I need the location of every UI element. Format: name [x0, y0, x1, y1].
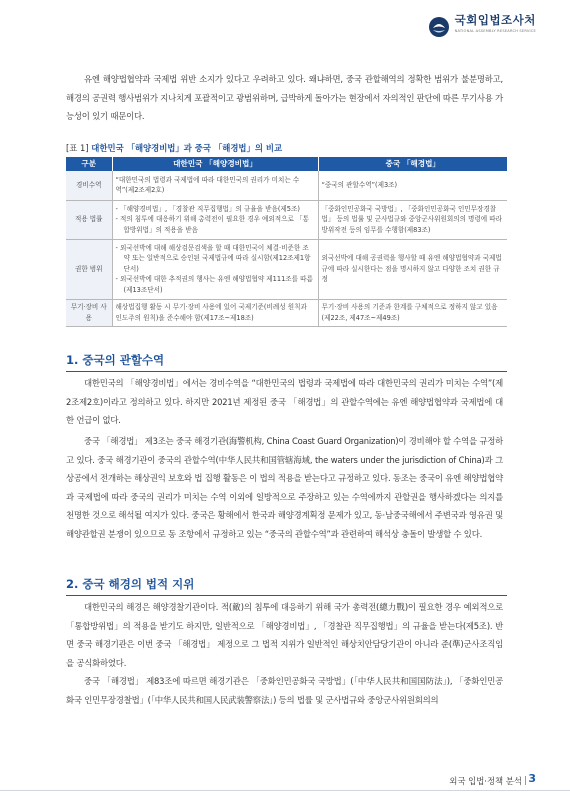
table-header-category: 구분 [66, 157, 112, 171]
comparison-table [66, 157, 507, 327]
intro-paragraph: 유엔 해양법협약과 국제법 위반 소지가 있다고 우려하고 있다. 왜냐하면, 중국 관할해역의 정확한 범위가 불분명하고, 해경의 공권력 행사범위가 지나치게 포괄적이고 광범위하며, 급박하게 돌아가는 현장에서 자의적인 판단에 따른 무기사용 가능성이 있기 때문이다. [66, 74, 503, 122]
table-row [66, 239, 507, 299]
korea-bullet: - 외국선박에 대해 해상검문검색을 할 때 대한민국이 체결·비준한 조약 또는 일반적으로 승인된 국제법규에 따라 실시함(제12조제1항단서) [115, 243, 311, 273]
table-tag: [표 1] [66, 143, 89, 153]
korea-text: 해상법집행 활동 시 무기·장비 사용에 있어 국제기준(비례성 원칙과 인도주의 원칙)을 준수해야 함(제17조~제18조) [115, 303, 307, 322]
logo-subtitle: NATIONAL ASSEMBLY RESEARCH SERVICE [454, 29, 536, 33]
section-2-paragraph-2: 중국 「해경법」 제83조에 따르면 해경기관은 「중화인민공화국 국방법」(「中华人民共和国国防法」), 「중화인민공화국 인민무장경찰법」(「中华人民共和国人民武装警察法」) 등의 법률 및 군사법규와 중앙군사위원회의의 [66, 676, 503, 705]
table-header-korea: 대한민국 「해양경비법」 [112, 157, 318, 171]
table-header-row [66, 157, 507, 171]
section-2-rule [66, 595, 507, 596]
table-row [66, 200, 507, 239]
table-row [66, 299, 507, 326]
section-1-title: 1. 중국의 관할수역 [66, 353, 165, 367]
row-label: 권한 범위 [66, 239, 112, 299]
footer-label: 외국 입법·정책 분석 [449, 776, 522, 786]
footer-rule [0, 790, 570, 791]
nars-logo-icon [428, 16, 450, 38]
korea-bullet: - 「해양경비법」, 「경찰관 직무집행법」의 규율을 받음(제5조) [115, 204, 300, 213]
header-logo [428, 14, 536, 38]
footer-separator [525, 776, 526, 785]
china-text: “중국의 관할수역”(제3조) [321, 181, 398, 190]
china-cell [318, 200, 507, 239]
row-label: 경비수역 [66, 171, 112, 200]
china-text: 무기·장비 사용의 기준과 한계를 구체적으로 정하지 않고 있음(제22조, 제47조~제49조) [321, 303, 498, 322]
china-cell [318, 171, 507, 200]
korea-cell [112, 299, 318, 326]
korea-bullet: - 적의 침투에 대응하기 위해 총력전이 필요한 경우 예외적으로 「통합방위법」의 적용을 받음 [115, 215, 309, 234]
korea-cell [112, 239, 318, 299]
section-1-rule [66, 371, 507, 372]
section-1-paragraph-1: 대한민국의 「해양경비법」에서는 경비수역을 “대한민국의 법령과 국제법에 따라 대한민국의 권리가 미치는 수역”(제2조제2호)이라고 정의하고 있다. 하지만 2021년 제정된 중국 「해경법」의 관할수역에는 유엔 해양법협약과 국제법에 대한 언급이 없다. [66, 378, 503, 426]
korea-bullet: - 외국선박에 대한 추적권의 행사는 유엔 해양법협약 제111조를 따름(제13조단서) [115, 275, 313, 294]
logo-title: 국회입법조사처 [454, 13, 536, 27]
section-1-paragraph-2: 중국 「해경법」 제3조는 중국 해경기관(海警机构, China Coast Guard Organization)이 경비해야 할 수역을 규정하고 있다. 중국 해경기관이 중국의 관할수역(中华人民共和国管辖海域, the waters under the jurisdiction of China)과 그 상공에서 전개하는 해상권익 보호와 법 집행 활동은 이 법의 적용을 받는다고 규정하고 있다. 동조는 중국이 유엔 해양법협약과 국제법에 따라 중국의 권리가 미치는 수역 이외에 일방적으로 주장하고 있는 수역에까지 관할권을 행사하겠다는 의지를 천명한 것으로 해석될 여지가 있다. 중국은 황해에서 한국과 해양경계획정 문제가 있고, 동·남중국해에서 주변국과 영유권 및 해양관할권 분쟁이 있으므로 동 조항에서 규정하고 있는 “중국의 관할수역”과 관련하여 해석상 충돌이 발생할 수 있다. [66, 436, 503, 539]
china-cell [318, 239, 507, 299]
table-title-text: 대한민국 「해양경비법」과 중국 「해경법」의 비교 [91, 143, 283, 153]
table-header-china: 중국 「해경법」 [318, 157, 507, 171]
row-label: 적용 법률 [66, 200, 112, 239]
section-2-title: 2. 중국 해경의 법적 지위 [66, 577, 195, 591]
china-cell [318, 299, 507, 326]
page-number: 3 [528, 772, 536, 785]
korea-cell [112, 200, 318, 239]
china-text: 「중화인민공화국 국방법」, 「중화인민공화국 인민무장경찰법」 등의 법률 및 군사법규와 중앙군사위원회의의 명령에 따라 방위작전 등의 임무를 수행함(제83조) [321, 204, 503, 234]
section-2-paragraph-1: 대한민국의 해경은 해양경찰기관이다. 적(敵)의 침투에 대응하기 위해 국가 총력전(總力戰)이 필요한 경우 예외적으로 「통합방위법」의 적용을 받기도 하지만, 일반적으로 「해양경비법」, 「경찰관 직무집행법」의 규율을 받는다(제5조). 반면 중국 해경기관은 이번 중국 「해경법」 제정으로 그 법적 지위가 일반적인 해상치안담당기관이 아니라 준(準)군사조직임을 공식화하였다. [66, 602, 503, 668]
korea-text: “대한민국의 법령과 국제법에 따라 대한민국의 권리가 미치는 수역”(제2조제2호) [115, 175, 300, 195]
korea-cell [112, 171, 318, 200]
table-title [66, 142, 282, 154]
table-row [66, 171, 507, 200]
china-text: 외국선박에 대해 공권력을 행사할 때 유엔 해양법협약과 국제법규에 따라 실시한다는 점을 명시하지 않고 다양한 조치 권한 규정 [321, 254, 502, 284]
row-label: 무기·장비 사용 [66, 299, 112, 326]
